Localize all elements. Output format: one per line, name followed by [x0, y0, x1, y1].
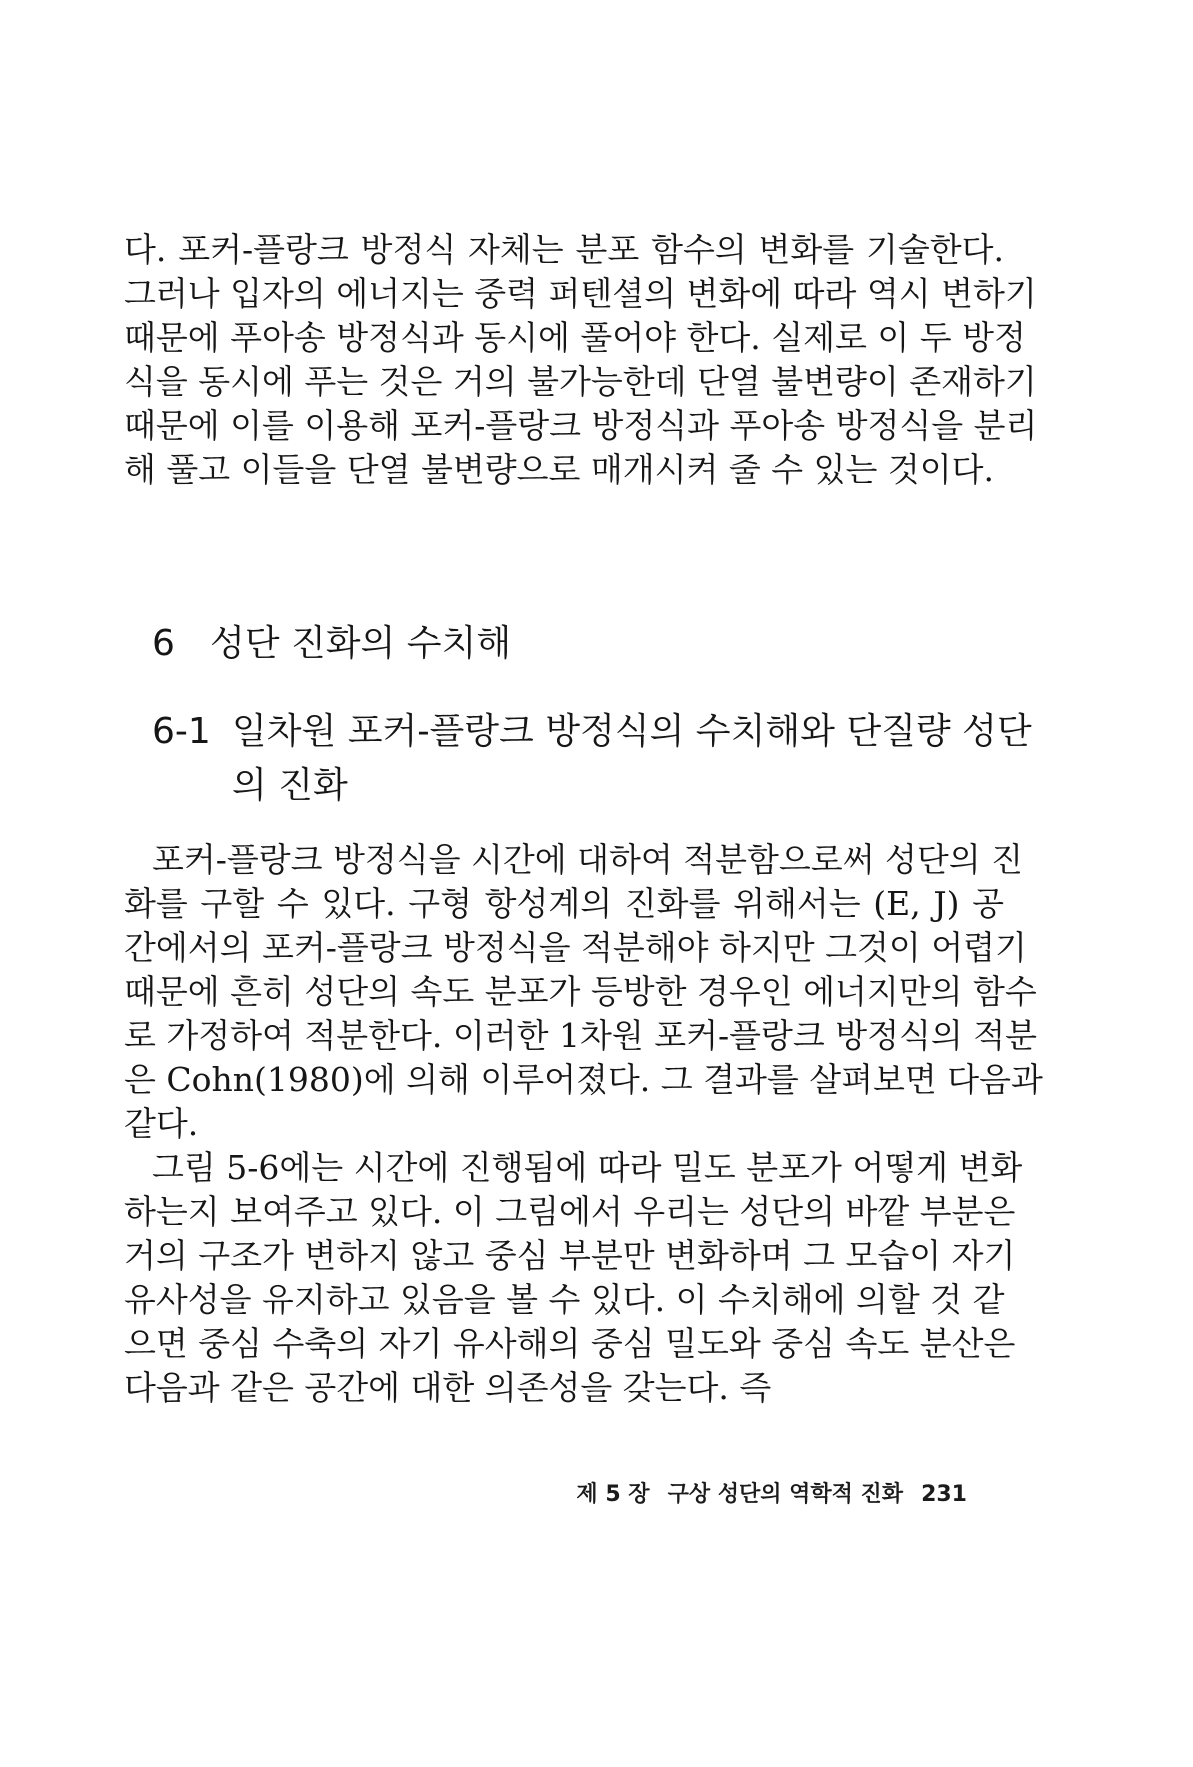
section-number: 6: [152, 623, 175, 664]
text-line: 로 가정하여 적분한다. 이러한 1차원 포커-플랑크 방정식의 적분: [124, 1016, 1038, 1055]
page-number: 231: [921, 1482, 967, 1507]
text-line: 은 Cohn(1980)에 의해 이루어졌다. 그 결과를 살펴보면 다음과: [124, 1060, 1043, 1099]
subsection-title-line: 일차원 포커-플랑크 방정식의 수치해와 단질량 성단: [232, 711, 1032, 752]
text-line: 때문에 흔히 성단의 속도 분포가 등방한 경우인 에너지만의 함수: [124, 972, 1037, 1011]
text-line: 그림 5-6에는 시간에 진행됨에 따라 밀도 분포가 어떻게 변화: [152, 1148, 1023, 1187]
text-line: 간에서의 포커-플랑크 방정식을 적분해야 하지만 그것이 어렵기: [124, 928, 1027, 967]
running-footer: [576, 1480, 967, 1510]
footer-chapter-title: 구상 성단의 역학적 진화: [667, 1482, 904, 1507]
text-line: 다음과 같은 공간에 대한 의존성을 갖는다. 즉: [124, 1368, 772, 1407]
text-line: 포커-플랑크 방정식을 시간에 대하여 적분함으로써 성단의 진: [152, 840, 1024, 879]
text-line: 으면 중심 수축의 자기 유사해의 중심 밀도와 중심 속도 분산은: [124, 1324, 1016, 1363]
subsection-number: 6-1: [152, 711, 211, 752]
section-heading: [152, 620, 511, 668]
text-line: 그러나 입자의 에너지는 중력 퍼텐셜의 변화에 따라 역시 변하기: [124, 274, 1037, 313]
section-title: 성단 진화의 수치해: [210, 623, 512, 664]
text-line: 화를 구할 수 있다. 구형 항성계의 진화를 위해서는 (E, J) 공: [124, 884, 1004, 923]
subsection-title-line: 의 진화: [232, 765, 348, 806]
footer-chapter: 제 5 장: [576, 1482, 650, 1507]
text-line: 다. 포커-플랑크 방정식 자체는 분포 함수의 변화를 기술한다.: [124, 230, 1004, 269]
text-line: 때문에 푸아송 방정식과 동시에 풀어야 한다. 실제로 이 두 방정: [124, 318, 1026, 357]
text-line: 식을 동시에 푸는 것은 거의 불가능한데 단열 불변량이 존재하기: [124, 362, 1037, 401]
text-line: 유사성을 유지하고 있음을 볼 수 있다. 이 수치해에 의할 것 같: [124, 1280, 1005, 1319]
text-line: 때문에 이를 이용해 포커-플랑크 방정식과 푸아송 방정식을 분리: [124, 406, 1038, 445]
text-line: 같다.: [124, 1104, 199, 1143]
text-line: 하는지 보여주고 있다. 이 그림에서 우리는 성단의 바깥 부분은: [124, 1192, 1016, 1231]
text-line: 거의 구조가 변하지 않고 중심 부분만 변화하며 그 모습이 자기: [124, 1236, 1016, 1275]
text-line: 해 풀고 이들을 단열 불변량으로 매개시켜 줄 수 있는 것이다.: [124, 450, 994, 489]
